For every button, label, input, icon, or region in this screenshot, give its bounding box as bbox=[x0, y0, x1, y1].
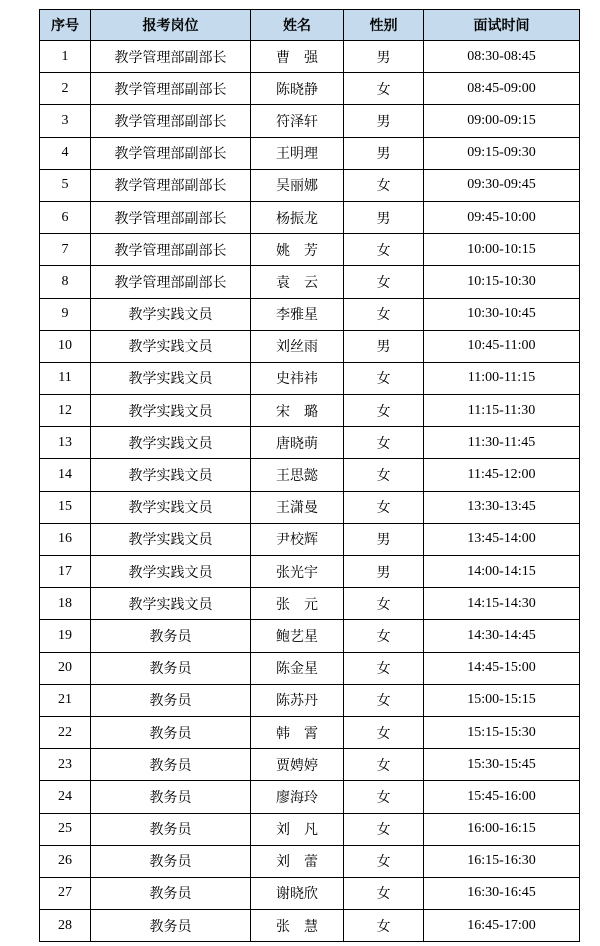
cell-seq: 5 bbox=[40, 169, 91, 201]
table-row bbox=[40, 716, 580, 748]
cell-time: 11:30-11:45 bbox=[424, 427, 580, 459]
table-row bbox=[40, 620, 580, 652]
header-position: 报考岗位 bbox=[91, 10, 251, 41]
table-row bbox=[40, 266, 580, 298]
cell-name: 杨振龙 bbox=[251, 201, 344, 233]
cell-seq: 3 bbox=[40, 105, 91, 137]
cell-position: 教务员 bbox=[91, 845, 251, 877]
header-time: 面试时间 bbox=[424, 10, 580, 41]
cell-time: 16:00-16:15 bbox=[424, 813, 580, 845]
cell-gender: 女 bbox=[344, 169, 424, 201]
table-row bbox=[40, 395, 580, 427]
cell-time: 13:45-14:00 bbox=[424, 523, 580, 555]
cell-seq: 20 bbox=[40, 652, 91, 684]
cell-gender: 女 bbox=[344, 749, 424, 781]
cell-gender: 女 bbox=[344, 716, 424, 748]
cell-name: 谢晓欣 bbox=[251, 877, 344, 909]
cell-name: 符泽轩 bbox=[251, 105, 344, 137]
table-row bbox=[40, 491, 580, 523]
cell-gender: 女 bbox=[344, 877, 424, 909]
table-row bbox=[40, 845, 580, 877]
table-row bbox=[40, 523, 580, 555]
cell-gender: 女 bbox=[344, 73, 424, 105]
cell-time: 09:45-10:00 bbox=[424, 201, 580, 233]
cell-time: 15:30-15:45 bbox=[424, 749, 580, 781]
cell-name: 鲍艺星 bbox=[251, 620, 344, 652]
cell-time: 09:15-09:30 bbox=[424, 137, 580, 169]
cell-seq: 13 bbox=[40, 427, 91, 459]
cell-name: 吴丽娜 bbox=[251, 169, 344, 201]
header-seq: 序号 bbox=[40, 10, 91, 41]
cell-name: 刘 凡 bbox=[251, 813, 344, 845]
cell-seq: 11 bbox=[40, 362, 91, 394]
cell-time: 10:15-10:30 bbox=[424, 266, 580, 298]
cell-time: 15:15-15:30 bbox=[424, 716, 580, 748]
cell-position: 教学管理部副部长 bbox=[91, 73, 251, 105]
cell-position: 教务员 bbox=[91, 877, 251, 909]
cell-position: 教学管理部副部长 bbox=[91, 266, 251, 298]
cell-position: 教学实践文员 bbox=[91, 298, 251, 330]
cell-position: 教务员 bbox=[91, 652, 251, 684]
cell-gender: 女 bbox=[344, 910, 424, 942]
cell-position: 教务员 bbox=[91, 813, 251, 845]
cell-time: 16:30-16:45 bbox=[424, 877, 580, 909]
cell-position: 教学实践文员 bbox=[91, 330, 251, 362]
cell-time: 11:15-11:30 bbox=[424, 395, 580, 427]
cell-position: 教学实践文员 bbox=[91, 588, 251, 620]
cell-name: 刘丝雨 bbox=[251, 330, 344, 362]
header-row bbox=[40, 10, 580, 41]
header-gender: 性别 bbox=[344, 10, 424, 41]
table-row bbox=[40, 749, 580, 781]
cell-seq: 6 bbox=[40, 201, 91, 233]
table-row bbox=[40, 684, 580, 716]
cell-name: 王潇曼 bbox=[251, 491, 344, 523]
table-row bbox=[40, 910, 580, 942]
cell-gender: 女 bbox=[344, 395, 424, 427]
cell-position: 教学管理部副部长 bbox=[91, 169, 251, 201]
table-row bbox=[40, 169, 580, 201]
cell-name: 张 元 bbox=[251, 588, 344, 620]
cell-name: 张 慧 bbox=[251, 910, 344, 942]
table-header bbox=[40, 10, 580, 41]
cell-seq: 1 bbox=[40, 41, 91, 73]
cell-seq: 4 bbox=[40, 137, 91, 169]
cell-position: 教学管理部副部长 bbox=[91, 201, 251, 233]
table-row bbox=[40, 813, 580, 845]
cell-position: 教务员 bbox=[91, 716, 251, 748]
interview-schedule-table bbox=[39, 9, 580, 942]
cell-time: 14:15-14:30 bbox=[424, 588, 580, 620]
cell-position: 教学实践文员 bbox=[91, 491, 251, 523]
cell-name: 韩 霄 bbox=[251, 716, 344, 748]
cell-gender: 男 bbox=[344, 556, 424, 588]
cell-time: 11:00-11:15 bbox=[424, 362, 580, 394]
cell-seq: 16 bbox=[40, 523, 91, 555]
cell-name: 贾娉婷 bbox=[251, 749, 344, 781]
cell-position: 教学管理部副部长 bbox=[91, 234, 251, 266]
cell-gender: 男 bbox=[344, 137, 424, 169]
cell-position: 教学管理部副部长 bbox=[91, 137, 251, 169]
cell-name: 尹校辉 bbox=[251, 523, 344, 555]
cell-position: 教务员 bbox=[91, 620, 251, 652]
cell-gender: 女 bbox=[344, 620, 424, 652]
cell-position: 教务员 bbox=[91, 684, 251, 716]
table-row bbox=[40, 298, 580, 330]
cell-seq: 9 bbox=[40, 298, 91, 330]
cell-gender: 女 bbox=[344, 588, 424, 620]
table-row bbox=[40, 362, 580, 394]
cell-seq: 28 bbox=[40, 910, 91, 942]
cell-gender: 女 bbox=[344, 684, 424, 716]
cell-time: 10:00-10:15 bbox=[424, 234, 580, 266]
cell-seq: 10 bbox=[40, 330, 91, 362]
cell-position: 教学实践文员 bbox=[91, 395, 251, 427]
table-body bbox=[40, 41, 580, 942]
cell-name: 李雅星 bbox=[251, 298, 344, 330]
cell-time: 13:30-13:45 bbox=[424, 491, 580, 523]
cell-name: 唐晓萌 bbox=[251, 427, 344, 459]
cell-name: 曹 强 bbox=[251, 41, 344, 73]
cell-seq: 15 bbox=[40, 491, 91, 523]
cell-seq: 24 bbox=[40, 781, 91, 813]
cell-gender: 女 bbox=[344, 652, 424, 684]
cell-position: 教务员 bbox=[91, 749, 251, 781]
cell-name: 王明理 bbox=[251, 137, 344, 169]
table-row bbox=[40, 41, 580, 73]
cell-position: 教务员 bbox=[91, 910, 251, 942]
cell-position: 教学实践文员 bbox=[91, 523, 251, 555]
cell-seq: 21 bbox=[40, 684, 91, 716]
table-row bbox=[40, 234, 580, 266]
cell-name: 陈金星 bbox=[251, 652, 344, 684]
cell-position: 教务员 bbox=[91, 781, 251, 813]
cell-gender: 男 bbox=[344, 330, 424, 362]
cell-time: 11:45-12:00 bbox=[424, 459, 580, 491]
interview-schedule-sheet bbox=[39, 9, 580, 942]
cell-gender: 女 bbox=[344, 427, 424, 459]
table-row bbox=[40, 427, 580, 459]
cell-name: 姚 芳 bbox=[251, 234, 344, 266]
cell-name: 张光宇 bbox=[251, 556, 344, 588]
cell-time: 10:45-11:00 bbox=[424, 330, 580, 362]
cell-name: 陈晓静 bbox=[251, 73, 344, 105]
cell-seq: 7 bbox=[40, 234, 91, 266]
table-row bbox=[40, 105, 580, 137]
cell-name: 廖海玲 bbox=[251, 781, 344, 813]
cell-time: 08:30-08:45 bbox=[424, 41, 580, 73]
cell-seq: 22 bbox=[40, 716, 91, 748]
cell-gender: 男 bbox=[344, 105, 424, 137]
cell-seq: 19 bbox=[40, 620, 91, 652]
cell-seq: 2 bbox=[40, 73, 91, 105]
cell-time: 09:00-09:15 bbox=[424, 105, 580, 137]
cell-seq: 17 bbox=[40, 556, 91, 588]
table-row bbox=[40, 137, 580, 169]
cell-seq: 26 bbox=[40, 845, 91, 877]
cell-gender: 女 bbox=[344, 491, 424, 523]
cell-position: 教学管理部副部长 bbox=[91, 41, 251, 73]
cell-time: 16:15-16:30 bbox=[424, 845, 580, 877]
cell-time: 09:30-09:45 bbox=[424, 169, 580, 201]
table-row bbox=[40, 781, 580, 813]
cell-seq: 25 bbox=[40, 813, 91, 845]
cell-time: 16:45-17:00 bbox=[424, 910, 580, 942]
table-row bbox=[40, 877, 580, 909]
cell-time: 08:45-09:00 bbox=[424, 73, 580, 105]
cell-gender: 女 bbox=[344, 781, 424, 813]
cell-position: 教学实践文员 bbox=[91, 556, 251, 588]
cell-time: 15:45-16:00 bbox=[424, 781, 580, 813]
cell-gender: 女 bbox=[344, 459, 424, 491]
table-row bbox=[40, 201, 580, 233]
cell-position: 教学实践文员 bbox=[91, 427, 251, 459]
cell-seq: 8 bbox=[40, 266, 91, 298]
cell-time: 14:45-15:00 bbox=[424, 652, 580, 684]
cell-name: 袁 云 bbox=[251, 266, 344, 298]
cell-position: 教学实践文员 bbox=[91, 459, 251, 491]
cell-gender: 女 bbox=[344, 298, 424, 330]
cell-gender: 女 bbox=[344, 362, 424, 394]
table-row bbox=[40, 459, 580, 491]
cell-seq: 23 bbox=[40, 749, 91, 781]
table-row bbox=[40, 73, 580, 105]
cell-seq: 27 bbox=[40, 877, 91, 909]
cell-time: 10:30-10:45 bbox=[424, 298, 580, 330]
cell-gender: 女 bbox=[344, 234, 424, 266]
cell-gender: 男 bbox=[344, 41, 424, 73]
cell-gender: 女 bbox=[344, 845, 424, 877]
cell-gender: 男 bbox=[344, 201, 424, 233]
table-row bbox=[40, 330, 580, 362]
cell-seq: 12 bbox=[40, 395, 91, 427]
table-row bbox=[40, 588, 580, 620]
cell-time: 14:30-14:45 bbox=[424, 620, 580, 652]
cell-position: 教学实践文员 bbox=[91, 362, 251, 394]
cell-name: 刘 蕾 bbox=[251, 845, 344, 877]
header-name: 姓名 bbox=[251, 10, 344, 41]
cell-seq: 14 bbox=[40, 459, 91, 491]
cell-time: 14:00-14:15 bbox=[424, 556, 580, 588]
cell-position: 教学管理部副部长 bbox=[91, 105, 251, 137]
cell-name: 史祎祎 bbox=[251, 362, 344, 394]
cell-seq: 18 bbox=[40, 588, 91, 620]
table-row bbox=[40, 556, 580, 588]
cell-name: 陈苏丹 bbox=[251, 684, 344, 716]
cell-name: 王思懿 bbox=[251, 459, 344, 491]
cell-gender: 男 bbox=[344, 523, 424, 555]
cell-gender: 女 bbox=[344, 266, 424, 298]
cell-gender: 女 bbox=[344, 813, 424, 845]
table-row bbox=[40, 652, 580, 684]
cell-time: 15:00-15:15 bbox=[424, 684, 580, 716]
cell-name: 宋 璐 bbox=[251, 395, 344, 427]
